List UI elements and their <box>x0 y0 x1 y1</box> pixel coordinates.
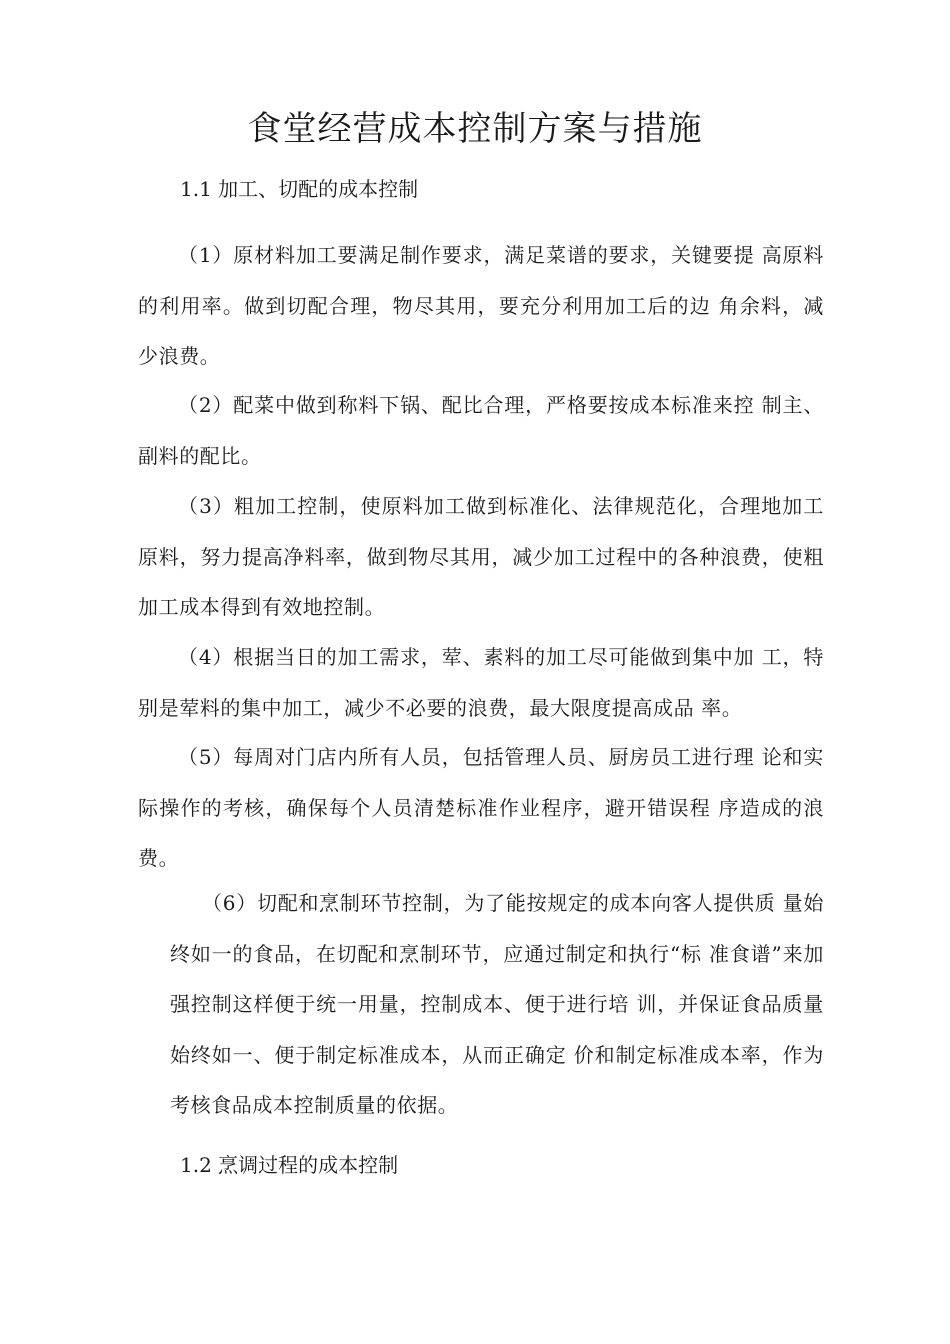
paragraph-3: （3）粗加工控制，使原料加工做到标准化、法律规范化，合理地加工原料，努力提高净料率，做到物尽其用，减少加工过程中的各种浪费，使粗加工成本得到有效地控制。 <box>138 494 824 619</box>
paragraph-4: （4）根据当日的加工需求，荤、素料的加工尽可能做到集中加 工，特别是荤料的集中加工，减少不必要的浪费，最大限度提高成品 率。 <box>138 645 825 720</box>
paragraph-5: （5）每周对门店内所有人员，包括管理人员、厨房员工进行理 论和实际操作的考核，确保每个人员清楚标准作业程序，避开错误程 序造成的浪费。 <box>138 745 825 870</box>
paragraph-6 <box>170 878 824 1131</box>
paragraph-6-text: （6）切配和烹制环节控制，为了能按规定的成本向客人提供质 量始终如一的食品，在切配和烹制环节，应通过制定和执行“标 准食谱”来加强控制这样便于统一用量，控制成本、便于进行培 训，并保证食品质量始终如一、便于制定标准成本，从而正确定 价和制定标准成本率，作为考核食品成本控制质量的依据。 <box>170 891 824 1117</box>
paragraph-2: （2）配菜中做到称料下锅、配比合理，严格要按成本标准来控 制主、副料的配比。 <box>138 393 825 468</box>
section-heading-1-2: 1.2 烹调过程的成本控制 <box>180 1153 399 1177</box>
section-heading-1-1: 1.1 加工、切配的成本控制 <box>180 177 419 201</box>
document-title: 食堂经营成本控制方案与措施 <box>247 109 703 149</box>
paragraph-1: （1）原材料加工要满足制作要求，满足菜谱的要求，关键要提 高原料的利用率。做到切配合理，物尽其用，要充分利用加工后的边 角余料，减少浪费。 <box>138 243 825 368</box>
